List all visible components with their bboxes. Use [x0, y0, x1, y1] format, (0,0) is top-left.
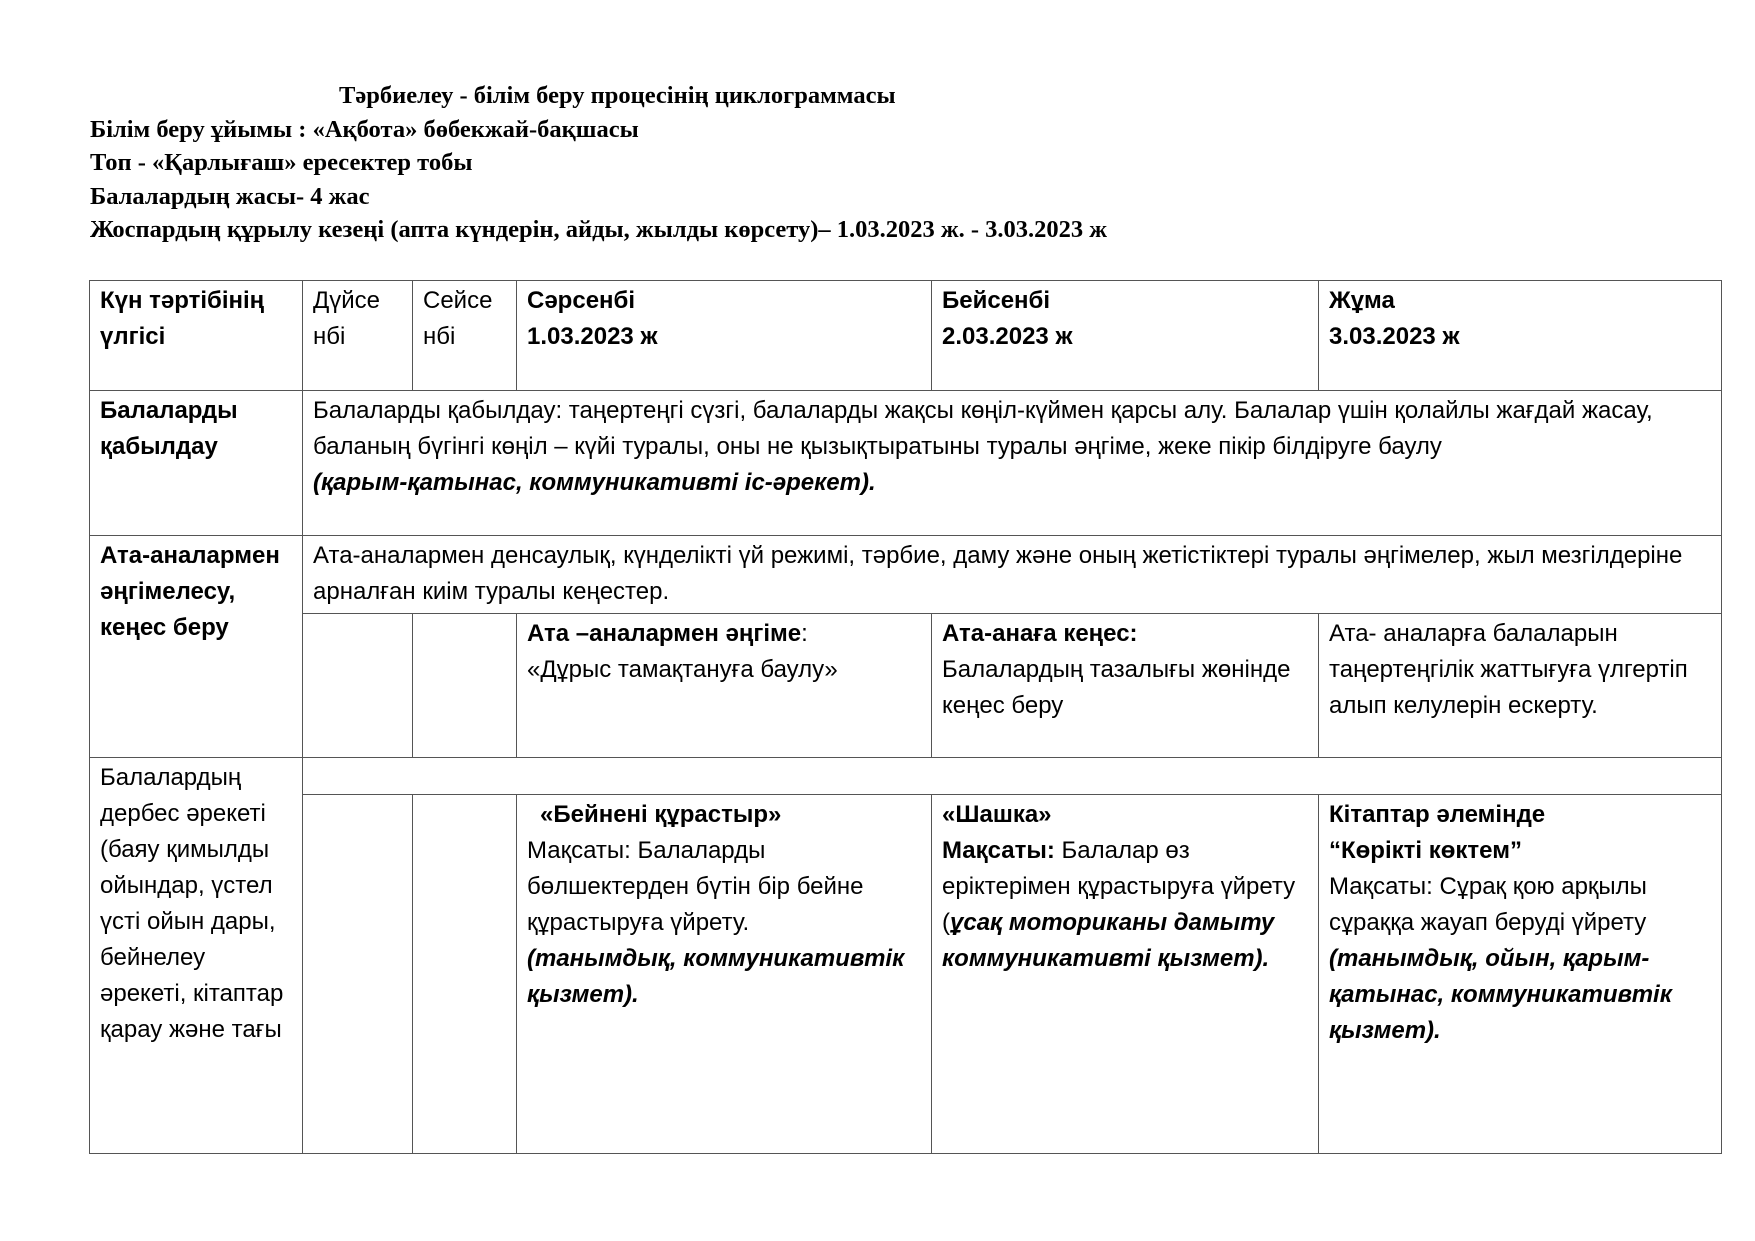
activity-monday-cell: [303, 795, 413, 1154]
activity-wednesday-kind: (танымдық, коммуникативтік қызмет).: [527, 945, 905, 1008]
activity-friday-goal: Мақсаты: Сұрақ қою арқылы сұраққа жауап беруді үйрету: [1329, 873, 1647, 936]
header-cell-tuesday: Сейсе нбі: [413, 281, 517, 391]
wednesday-date: 1.03.2023 ж: [527, 323, 658, 350]
activity-wednesday-title: «Бейнені құрастыр»: [540, 801, 782, 828]
activity-top-row: [90, 758, 1722, 795]
parents-general-row: [90, 536, 1722, 614]
header-cell-friday: [1319, 281, 1722, 391]
activity-friday-cell: [1319, 795, 1722, 1154]
header-cell-wednesday: [517, 281, 932, 391]
reception-text: Балаларды қабылдау: таңертеңгі сүзгі, балаларды жақсы көңіл-күймен қарсы алу. Балалар үшін қолайлы жағдай жасау, баланың бүгінгі көңіл – күйі туралы, оны не қызықтыратыны туралы әңгіме, жеке пікір білдіруге баулу: [313, 397, 1653, 460]
activity-friday-title: Кітаптар әлемінде: [1329, 801, 1546, 828]
header-cell-thursday: [932, 281, 1319, 391]
parents-tuesday-cell: [413, 614, 517, 758]
activity-empty-cell: [303, 758, 1722, 795]
period-line: Жоспардың құрылу кезеңі (апта күндерін, айды, жылды көрсету)– 1.03.2023 ж. - 3.03.2023 ж: [90, 216, 1108, 243]
activity-tuesday-cell: [413, 795, 517, 1154]
reception-row: [90, 391, 1722, 536]
activity-daily-row: [90, 795, 1722, 1154]
activity-thursday-cell: [932, 795, 1319, 1154]
activity-thursday-goal-label: Мақсаты:: [942, 837, 1055, 864]
parents-monday-cell: [303, 614, 413, 758]
parents-thursday-title: Ата-анаға кеңес:: [942, 620, 1138, 647]
parents-friday-cell: Ата- аналарға балаларын таңертеңгілік жаттығуға үлгертіп алып келулерін ескерту.: [1319, 614, 1722, 758]
activity-friday-kind: (танымдық, ойын, қарым-қатынас, коммуникативтік қызмет).: [1329, 945, 1672, 1044]
document-title: Тәрбиелеу - білім беру процесінің циклограммасы: [339, 82, 896, 109]
parents-label: Ата-аналармен әңгімелесу, кеңес беру: [90, 536, 303, 758]
parents-daily-row: [90, 614, 1722, 758]
reception-content: [303, 391, 1722, 536]
activity-wednesday-cell: [517, 795, 932, 1154]
activity-thursday-paren: (: [942, 909, 950, 936]
reception-label: Балаларды қабылдау: [90, 391, 303, 536]
parents-wednesday-title: Ата –аналармен әңгіме: [527, 620, 802, 647]
parents-wednesday-colon: :: [801, 620, 808, 647]
reception-activity: (қарым-қатынас, коммуникативті іс-әрекет).: [313, 469, 876, 496]
header-cell-schedule: Күн тәртібінің үлгісі: [90, 281, 303, 391]
table-header-row: [90, 281, 1722, 391]
parents-wednesday-text: «Дұрыс тамақтануға баулу»: [527, 656, 838, 683]
parents-general-text: Ата-аналармен денсаулық, күнделікті үй режимі, тәрбие, даму және оның жетістіктері туралы әңгімелер, жыл мезгілдеріне арналған киім туралы кеңестер.: [303, 536, 1722, 614]
age-line: Балалардың жасы- 4 жас: [90, 182, 370, 210]
document-header: [90, 79, 1107, 247]
activity-thursday-title: «Шашка»: [942, 801, 1052, 828]
thursday-date: 2.03.2023 ж: [942, 323, 1073, 350]
thursday-label: Бейсенбі: [942, 287, 1051, 314]
parents-thursday-text: Балалардың тазалығы жөнінде кеңес беру: [942, 656, 1291, 719]
activity-thursday-goal: Балалар өз еріктерімен құрастыруға үйрету: [942, 837, 1296, 900]
friday-date: 3.03.2023 ж: [1329, 323, 1460, 350]
parents-wednesday-cell: [517, 614, 932, 758]
header-cell-monday: Дүйсе нбі: [303, 281, 413, 391]
wednesday-label: Сәрсенбі: [527, 287, 636, 314]
organization-line: Білім беру ұйымы : «Ақбота» бөбекжай-бақшасы: [90, 115, 639, 143]
friday-label: Жұма: [1329, 287, 1395, 314]
activity-thursday-kind: ұсақ моториканы дамыту коммуникативті қызмет).: [942, 909, 1275, 972]
activity-wednesday-goal: Мақсаты: Балаларды бөлшектерден бүтін бір бейне құрастыруға үйрету.: [527, 837, 864, 936]
cyclogram-table: [89, 280, 1722, 1154]
activity-friday-subtitle: “Көрікті көктем”: [1329, 837, 1522, 864]
parents-thursday-cell: [932, 614, 1319, 758]
activity-label: Балалардың дербес әрекеті (баяу қимылды ойындар, үстел үсті ойын дары, бейнелеу әрекеті, кітаптар қарау және тағы: [90, 758, 303, 1154]
group-line: Топ - «Қарлығаш» ересектер тобы: [90, 149, 473, 176]
